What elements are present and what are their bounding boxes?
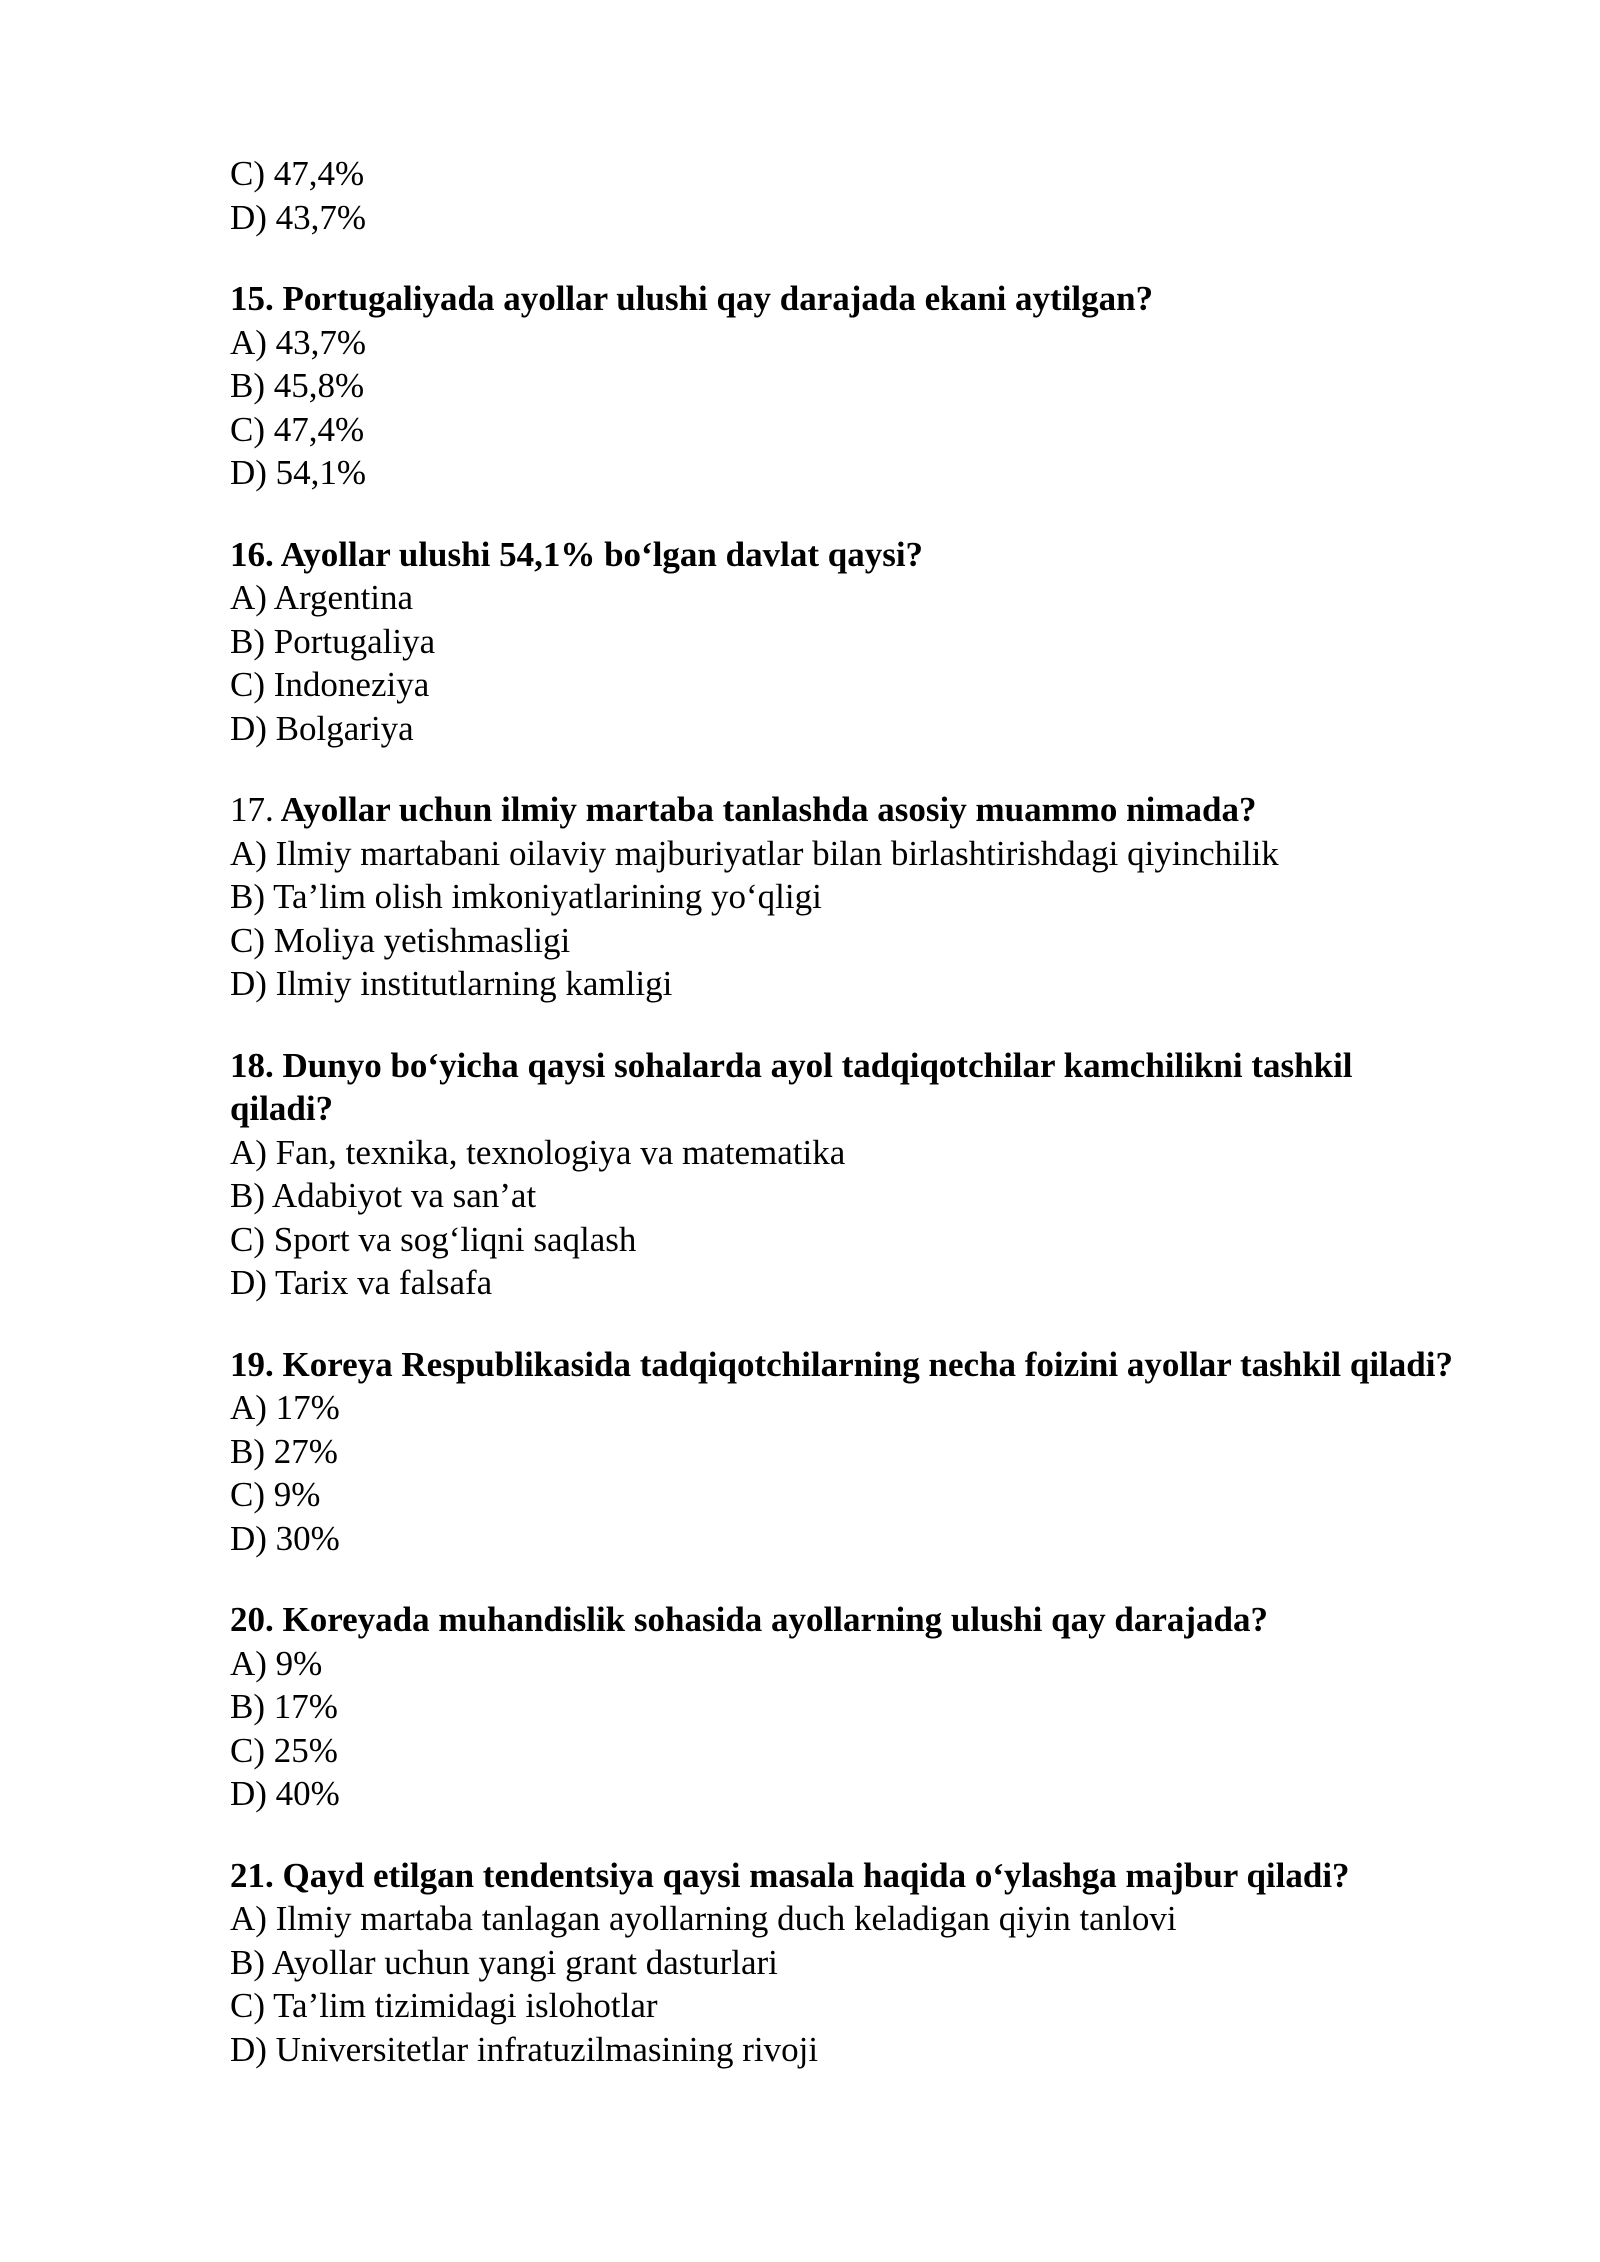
option-c: C) Moliya yetishmasligi (230, 920, 571, 960)
option-c: C) 25% (230, 1730, 338, 1770)
option-a: A) Fan, texnika, texnologiya va matematika (230, 1132, 846, 1172)
question-15 (230, 277, 1460, 495)
option-b: B) Ta’lim olish imkoniyatlarining yo‘qligi (230, 877, 822, 916)
question-number: 21. (230, 1855, 274, 1895)
question-text (230, 788, 1460, 832)
question-text (230, 1343, 1460, 1387)
document-page (230, 152, 1460, 2109)
option-b: B) Ayollar uchun yangi grant dasturlari (230, 1942, 778, 1982)
option-d: D) 40% (230, 1774, 340, 1813)
option-a: A) 43,7% (230, 322, 367, 362)
question-number: 18. (230, 1045, 274, 1085)
option-d: D) Ilmiy institutlarning kamligi (230, 964, 673, 1003)
question-text (230, 277, 1460, 321)
option-a: A) 9% (230, 1643, 323, 1683)
question-prompt: Koreya Respublikasida tadqiqotchilarning necha foizini ayollar tashkil qiladi? (282, 1344, 1453, 1384)
question-number: 15. (230, 279, 274, 318)
question-number: 19. (230, 1344, 274, 1384)
question-18 (230, 1044, 1460, 1305)
question-prompt: Koreyada muhandislik sohasida ayollarning ulushi qay darajada? (282, 1600, 1268, 1639)
option-c: C) 47,4% (230, 154, 365, 193)
option-c: C) 9% (230, 1475, 321, 1514)
option-d: D) 43,7% (230, 197, 367, 237)
question-prompt: Ayollar ulushi 54,1% bo‘lgan davlat qaysi? (280, 534, 924, 574)
option-d: D) Universitetlar infratuzilmasining rivoji (230, 2029, 819, 2069)
option-c: C) Sport va sog‘liqni saqlash (230, 1219, 637, 1259)
question-20 (230, 1598, 1460, 1816)
option-b: B) 27% (230, 1431, 338, 1471)
question-16 (230, 533, 1460, 751)
question-number: 16. (230, 534, 274, 574)
option-b: B) Adabiyot va san’at (230, 1176, 537, 1215)
option-a: A) 17% (230, 1388, 340, 1427)
option-b: B) Portugaliya (230, 621, 436, 661)
option-b: B) 17% (230, 1687, 338, 1726)
question-text (230, 533, 1460, 577)
question-text (230, 1044, 1460, 1131)
question-21 (230, 1854, 1460, 2072)
question-text (230, 1854, 1460, 1898)
continued-options (230, 152, 1460, 239)
question-text (230, 1598, 1460, 1642)
option-c: C) Indoneziya (230, 665, 430, 704)
option-a: A) Argentina (230, 578, 414, 617)
question-17 (230, 788, 1460, 1006)
option-d: D) Tarix va falsafa (230, 1263, 493, 1302)
option-a: A) Ilmiy martabani oilaviy majburiyatlar bilan birlashtirishdagi qiyinchilik (230, 833, 1279, 873)
question-prompt: Portugaliyada ayollar ulushi qay darajada ekani aytilgan? (282, 279, 1154, 318)
option-d: D) 30% (230, 1518, 340, 1558)
option-c: C) Ta’lim tizimidagi islohotlar (230, 1986, 658, 2025)
question-prompt: Dunyo bo‘yicha qaysi sohalarda ayol tadqiqotchilar kamchilikni tashkil qiladi? (230, 1045, 1353, 1128)
option-b: B) 45,8% (230, 366, 365, 405)
option-d: D) Bolgariya (230, 708, 414, 748)
option-d: D) 54,1% (230, 453, 367, 492)
question-number: 17. (230, 790, 274, 829)
question-prompt: Qayd etilgan tendentsiya qaysi masala haqida o‘ylashga majbur qiladi? (282, 1855, 1350, 1895)
option-a: A) Ilmiy martaba tanlagan ayollarning duch keladigan qiyin tanlovi (230, 1899, 1177, 1938)
option-c: C) 47,4% (230, 409, 365, 449)
question-19 (230, 1343, 1460, 1561)
question-number: 20. (230, 1600, 274, 1639)
question-prompt: Ayollar uchun ilmiy martaba tanlashda asosiy muammo nimada? (280, 790, 1257, 829)
